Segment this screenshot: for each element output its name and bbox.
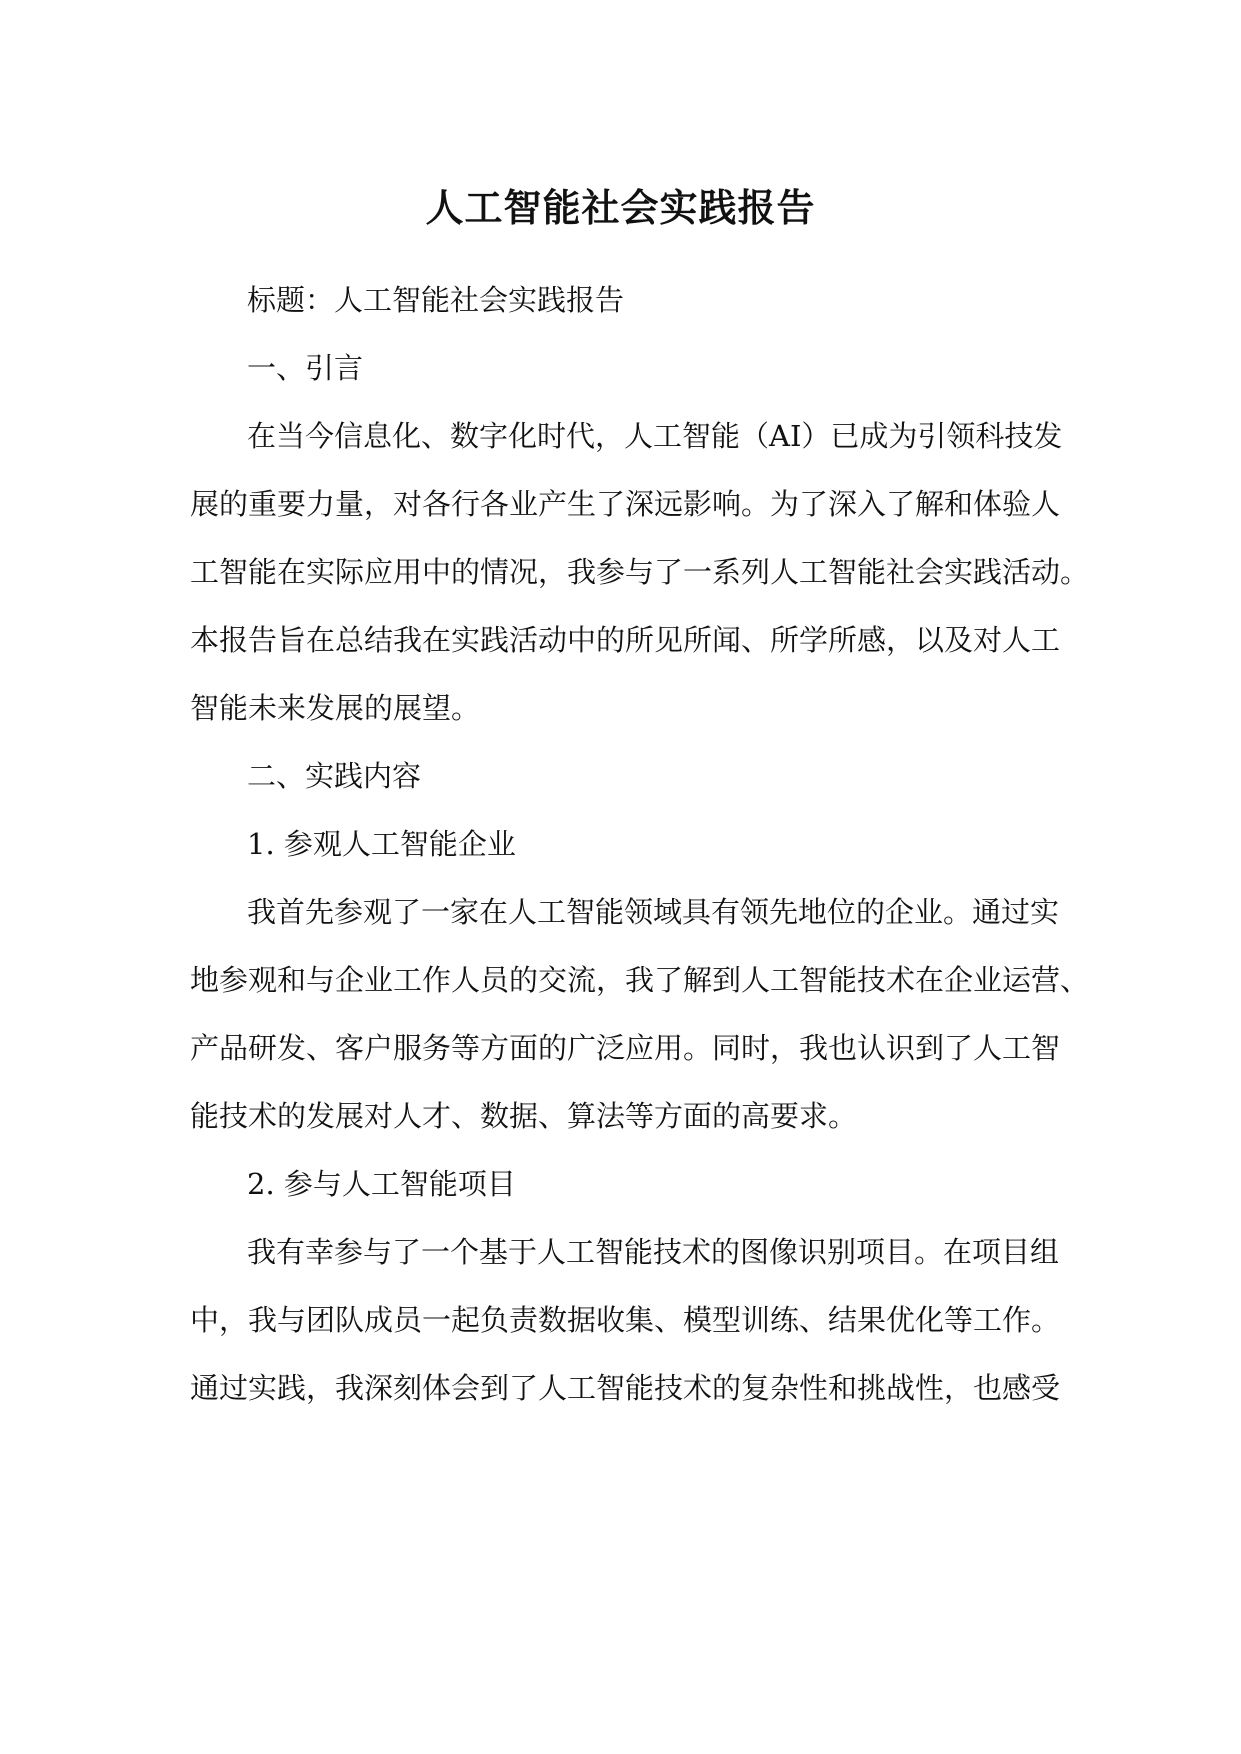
paragraph-line: 本报告旨在总结我在实践活动中的所见所闻、所学所感，以及对人工 (190, 623, 1061, 657)
document-title: 人工智能社会实践报告 (425, 185, 816, 230)
paragraph-line: 我有幸参与了一个基于人工智能技术的图像识别项目。在项目组 (247, 1235, 1060, 1269)
subsection-heading-project: 2. 参与人工智能项目 (247, 1167, 516, 1201)
paragraph-line: 通过实践，我深刻体会到了人工智能技术的复杂性和挑战性，也感受 (190, 1371, 1061, 1405)
paragraph-line: 地参观和与企业工作人员的交流，我了解到人工智能技术在企业运营、 (190, 963, 1090, 997)
report-heading-line: 标题：人工智能社会实践报告 (247, 283, 625, 317)
paragraph-line: 能技术的发展对人才、数据、算法等方面的高要求。 (190, 1099, 858, 1133)
paragraph-line: 展的重要力量，对各行各业产生了深远影响。为了深入了解和体验人 (190, 487, 1061, 521)
paragraph-line: 工智能在实际应用中的情况，我参与了一系列人工智能社会实践活动。 (190, 555, 1090, 589)
paragraph-line: 我首先参观了一家在人工智能领域具有领先地位的企业。通过实 (247, 895, 1060, 929)
paragraph-line: 产品研发、客户服务等方面的广泛应用。同时，我也认识到了人工智 (190, 1031, 1061, 1065)
section-heading-introduction: 一、引言 (247, 351, 364, 385)
subsection-heading-visit-company: 1. 参观人工智能企业 (247, 827, 516, 861)
paragraph-line: 中，我与团队成员一起负责数据收集、模型训练、结果优化等工作。 (190, 1303, 1061, 1337)
paragraph-line: 在当今信息化、数字化时代，人工智能（AI）已成为引领科技发 (247, 419, 1063, 453)
paragraph-line: 智能未来发展的展望。 (190, 691, 481, 725)
section-heading-practice-content: 二、实践内容 (247, 759, 422, 793)
